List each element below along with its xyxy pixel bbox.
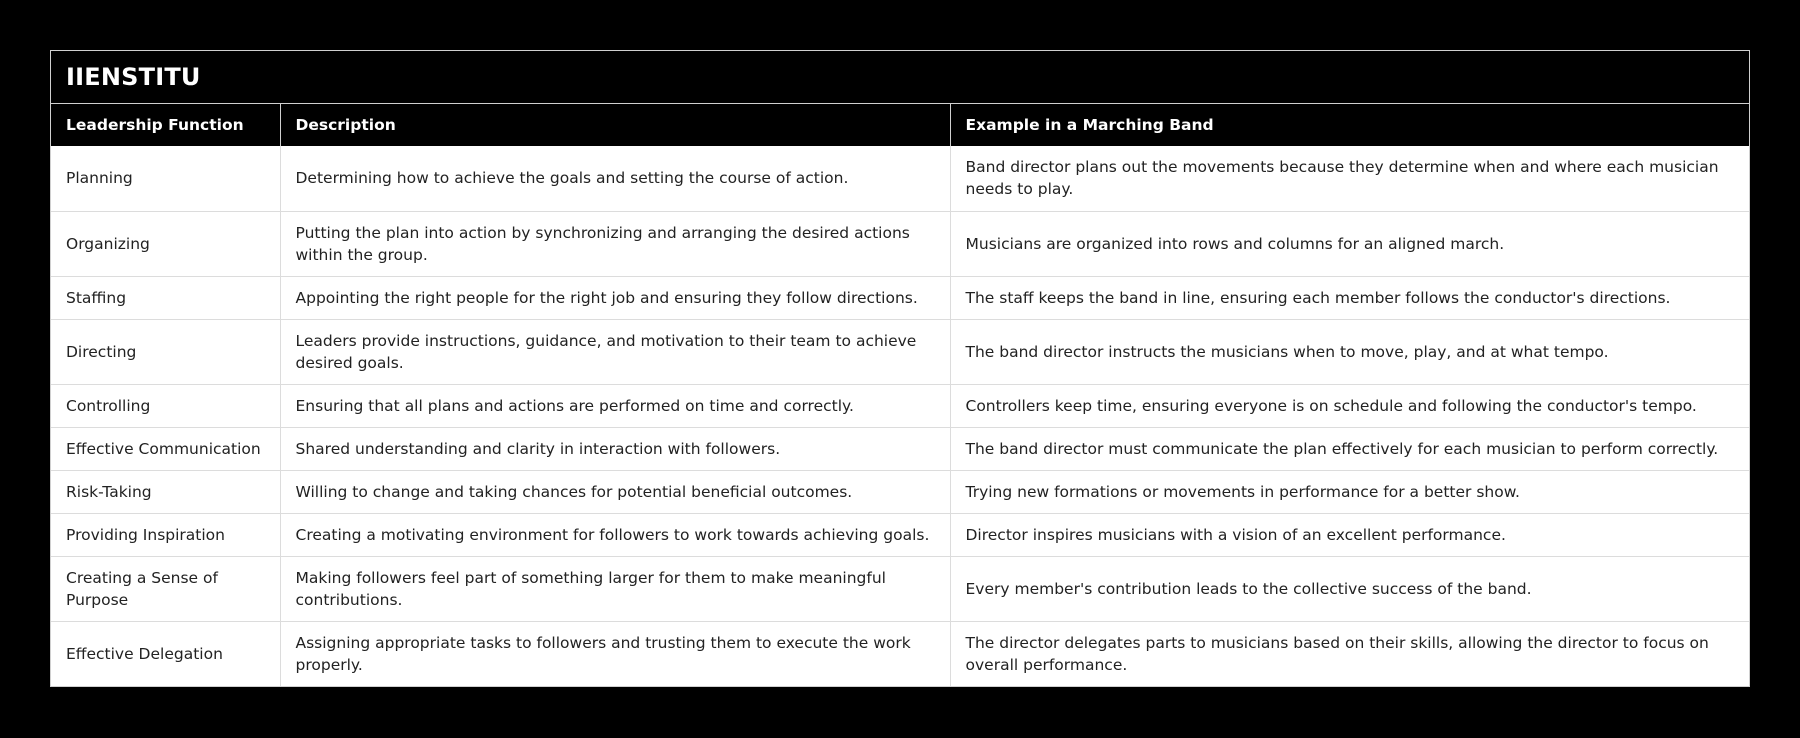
- cell-function: Providing Inspiration: [51, 513, 280, 556]
- table-row: [51, 211, 1749, 276]
- cell-description: Creating a motivating environment for followers to work towards achieving goals.: [280, 513, 950, 556]
- table-row: [51, 470, 1749, 513]
- table-row: [51, 319, 1749, 384]
- table-row: [51, 556, 1749, 621]
- cell-example: Musicians are organized into rows and columns for an aligned march.: [950, 211, 1749, 276]
- leadership-functions-table: [51, 104, 1749, 686]
- cell-example: Controllers keep time, ensuring everyone is on schedule and following the conductor's tempo.: [950, 384, 1749, 427]
- cell-description: Making followers feel part of something larger for them to make meaningful contributions.: [280, 556, 950, 621]
- cell-function: Planning: [51, 146, 280, 211]
- cell-example: The band director must communicate the plan effectively for each musician to perform correctly.: [950, 427, 1749, 470]
- cell-function: Creating a Sense of Purpose: [51, 556, 280, 621]
- cell-description: Putting the plan into action by synchronizing and arranging the desired actions within the group.: [280, 211, 950, 276]
- cell-description: Assigning appropriate tasks to followers and trusting them to execute the work properly.: [280, 621, 950, 686]
- table-row: [51, 384, 1749, 427]
- cell-description: Leaders provide instructions, guidance, and motivation to their team to achieve desired goals.: [280, 319, 950, 384]
- cell-description: Appointing the right people for the right job and ensuring they follow directions.: [280, 276, 950, 319]
- table-row: [51, 146, 1749, 211]
- table-container: [50, 50, 1750, 687]
- cell-example: The band director instructs the musicians when to move, play, and at what tempo.: [950, 319, 1749, 384]
- table-row: [51, 427, 1749, 470]
- header-leadership-function: Leadership Function: [51, 104, 280, 146]
- header-example: Example in a Marching Band: [950, 104, 1749, 146]
- table-row: [51, 621, 1749, 686]
- cell-example: The director delegates parts to musicians based on their skills, allowing the director to focus on overall performance.: [950, 621, 1749, 686]
- table-title: IIENSTITU: [51, 51, 1749, 104]
- cell-example: Band director plans out the movements because they determine when and where each musician needs to play.: [950, 146, 1749, 211]
- table-row: [51, 513, 1749, 556]
- cell-function: Effective Delegation: [51, 621, 280, 686]
- cell-function: Directing: [51, 319, 280, 384]
- cell-function: Staffing: [51, 276, 280, 319]
- header-description: Description: [280, 104, 950, 146]
- cell-description: Determining how to achieve the goals and setting the course of action.: [280, 146, 950, 211]
- cell-function: Controlling: [51, 384, 280, 427]
- cell-example: Director inspires musicians with a vision of an excellent performance.: [950, 513, 1749, 556]
- cell-example: Every member's contribution leads to the collective success of the band.: [950, 556, 1749, 621]
- cell-function: Organizing: [51, 211, 280, 276]
- cell-description: Shared understanding and clarity in interaction with followers.: [280, 427, 950, 470]
- cell-example: The staff keeps the band in line, ensuring each member follows the conductor's directions.: [950, 276, 1749, 319]
- cell-function: Risk-Taking: [51, 470, 280, 513]
- table-row: [51, 276, 1749, 319]
- header-row: [51, 104, 1749, 146]
- cell-description: Ensuring that all plans and actions are performed on time and correctly.: [280, 384, 950, 427]
- cell-example: Trying new formations or movements in performance for a better show.: [950, 470, 1749, 513]
- cell-description: Willing to change and taking chances for potential beneficial outcomes.: [280, 470, 950, 513]
- cell-function: Effective Communication: [51, 427, 280, 470]
